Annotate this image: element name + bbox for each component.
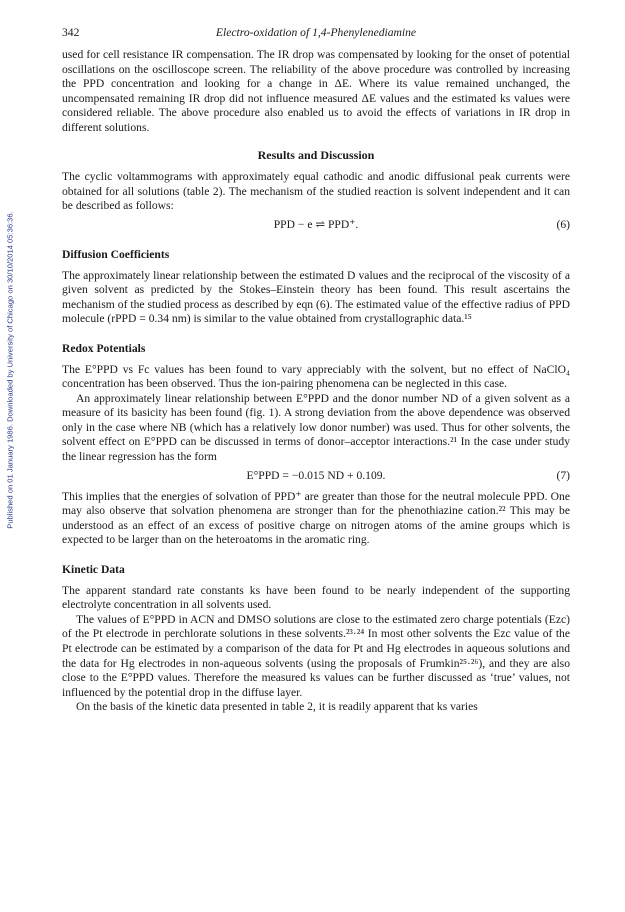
equation-6 <box>62 218 570 233</box>
redox-paragraph-2: An approximately linear relationship between E°PPD and the donor number ND of a given solvent as a measure of its basicity has been found (fig. 1). A strong deviation from the above dependence was observed only in the case where NB (which has a relatively low donor number) was used. Thus for other solvents, the solvent effect on E°PPD can be discussed in terms of donor–acceptor interactions.²¹ In the case under study the linear regression has the form <box>62 391 570 464</box>
diffusion-paragraph: The approximately linear relationship between the estimated D values and the reciprocal of the viscosity of a given solvent as predicted by the Stokes–Einstein theory has been found. This result ascertains the mechanism of the studied process as described by eqn (6). The estimated value of the effective radius of PPD molecule (rPPD = 0.34 nm) is similar to the value obtained from crystallographic data.¹⁵ <box>62 268 570 326</box>
download-watermark-text: Published on 01 January 1986. Downloaded by University of Chicago on 30/10/2014 05:36:36. <box>5 211 15 529</box>
kinetic-heading: Kinetic Data <box>62 563 125 577</box>
redox-heading: Redox Potentials <box>62 341 146 355</box>
redox-paragraph-3: This implies that the energies of solvation of PPD⁺ are greater than those for the neutral molecule PPD. One may also observe that solvation phenomena are stronger than for the phenothiazine cation.²² This may be understood as an effect of an excess of positive charge on nitrogen atoms of the amine groups which is expected to be larger than on the heteroatoms in the aromatic ring. <box>62 489 570 547</box>
equation-7 <box>62 469 570 484</box>
redox-paragraph-1: The E°PPD vs Fc values has been found to vary appreciably with the solvent, but no effect of NaClO₄ concentration has been observed. Thus the ion-pairing phenomena can be neglected in this case. <box>62 362 570 391</box>
equation-6-body: PPD − e ⇌ PPD⁺. <box>273 217 359 231</box>
intro-paragraph: used for cell resistance IR compensation. The IR drop was compensated by looking for the onset of potential oscillations on the oscilloscope screen. The reliability of the above procedure was controlled by increasing the PPD concentration and looking for a change in ΔE. Where its value remained unchanged, the uncompensated remaining IR drop did not influence measured ΔE values and the estimated ks values were considered reliable. The above procedure also enabled us to avoid the effects of variations in IR drop in different solutions. <box>62 48 570 134</box>
results-paragraph: The cyclic voltammograms with approximately equal cathodic and anodic diffusional peak currents were obtained for all solutions (table 2). The mechanism of the studied reaction is solvent independent and it can be described as follows: <box>62 170 570 213</box>
kinetic-paragraph-2: The values of E°PPD in ACN and DMSO solutions are close to the estimated zero charge potentials (Ezc) of the Pt electrode in perchlorate solutions in these solvents.²³·²⁴ In most other solvents the Ezc value of the Pt electrode can be estimated by a comparison of the data for Pt and Hg electrodes in aqueous solutions and the data for Hg electrodes in non-aqueous solvents (using the proposals of Frumkin²⁵·²⁶), and they are also close to the E°PPD values. Therefore the measured ks values can be further discussed as ‘true’ values, not influenced by the potential drop in the diffuse layer. <box>62 612 570 699</box>
kinetic-paragraph-3: On the basis of the kinetic data presented in table 2, it is readily apparent that ks varies <box>76 700 478 714</box>
equation-6-number: (6) <box>556 217 570 231</box>
kinetic-paragraph-1: The apparent standard rate constants ks have been found to be nearly independent of the supporting electrolyte concentration in all solvents used. <box>62 583 570 612</box>
results-heading: Results and Discussion <box>257 147 375 162</box>
equation-7-body: E°PPD = −0.015 ND + 0.109. <box>246 468 386 482</box>
running-header <box>62 26 570 42</box>
diffusion-heading: Diffusion Coefficients <box>62 247 170 261</box>
page-number: 342 <box>62 26 80 39</box>
running-title: Electro-oxidation of 1,4-Phenylenediamine <box>215 26 417 39</box>
download-watermark <box>4 150 16 590</box>
equation-7-number: (7) <box>556 468 570 482</box>
paper-page <box>62 26 570 715</box>
